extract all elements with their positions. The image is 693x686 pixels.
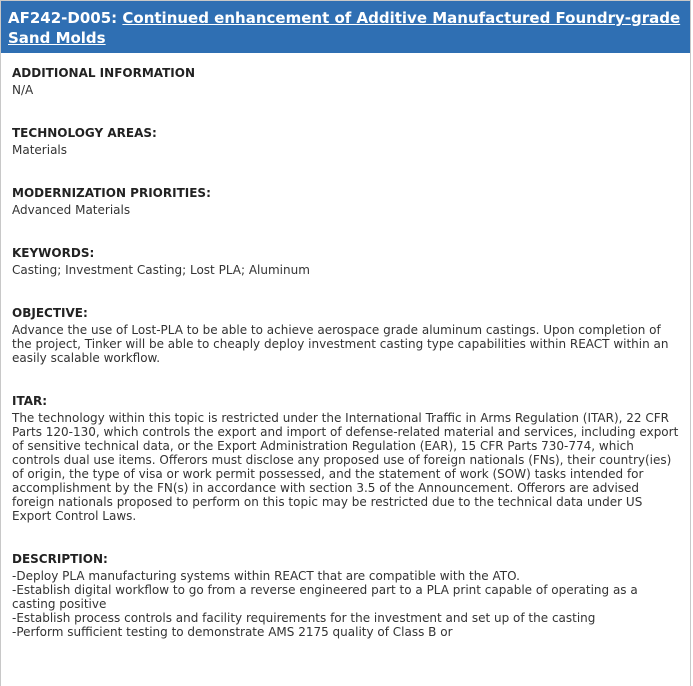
section-label: ITAR: (12, 394, 48, 408)
section-additional-information (12, 65, 680, 97)
section-label: KEYWORDS: (12, 246, 95, 260)
section-value: N/A (12, 83, 34, 97)
section-keywords (12, 245, 680, 277)
section-objective (12, 305, 680, 365)
topic-header (1, 1, 690, 53)
section-label: MODERNIZATION PRIORITIES: (12, 186, 211, 200)
section-description (12, 551, 680, 639)
section-technology-areas (12, 125, 680, 157)
section-value: Advanced Materials (12, 203, 131, 217)
section-value: Advance the use of Lost-PLA to be able to achieve aerospace grade aluminum castings. Upon completion of the project, Tinker will be able to cheaply deploy investment casting type capabilities within REACT within an easily scalable workflow. (12, 323, 669, 365)
section-itar (12, 393, 680, 523)
section-label: DESCRIPTION: (12, 552, 108, 566)
topic-id: AF242-D005: (8, 9, 118, 27)
section-value: The technology within this topic is restricted under the International Traffic in Arms Regulation (ITAR), 22 CFR Parts 120-130, which controls the export and import of defense-related material and services, including export of sensitive technical data, or the Export Administration Regulation (EAR), 15 CFR Parts 730-774, which controls dual use items. Offerors must disclose any proposed use of foreign nationals (FNs), their country(ies) of origin, the type of visa or work permit possessed, and the statement of work (SOW) tasks intended for accomplishment by the FN(s) in accordance with section 3.5 of the Announcement. Offerors are advised foreign nationals proposed to perform on this topic may be restricted due to the technical data under US Export Control Laws. (12, 411, 679, 523)
topic-details (1, 53, 690, 639)
section-label: ADDITIONAL INFORMATION (12, 66, 196, 80)
section-value: -Deploy PLA manufacturing systems within REACT that are compatible with the ATO. -Establish digital workflow to go from a reverse engineered part to a PLA print capable of operating as a casting positive -Establish process controls and facility requirements for the investment and set up of the casting -Perform sufficient testing to demonstrate AMS 2175 quality of Class B or (12, 569, 638, 639)
section-value: Materials (12, 143, 68, 157)
topic-title-link[interactable]: Continued enhancement of Additive Manufactured Foundry-grade Sand Molds (8, 9, 681, 47)
section-label: OBJECTIVE: (12, 306, 88, 320)
section-label: TECHNOLOGY AREAS: (12, 126, 157, 140)
section-modernization-priorities (12, 185, 680, 217)
section-value: Casting; Investment Casting; Lost PLA; Aluminum (12, 263, 310, 277)
